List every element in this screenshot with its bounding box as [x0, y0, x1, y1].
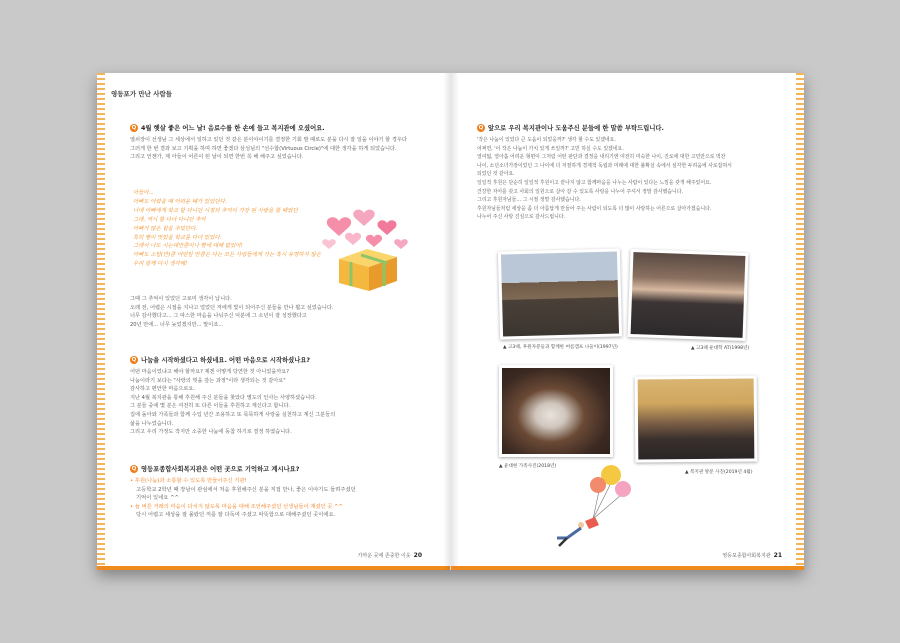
- right-page: [451, 73, 804, 570]
- page-header: 영등포가 만난 사람들: [111, 90, 173, 98]
- photo-family: [499, 365, 613, 457]
- question-icon: Q: [131, 357, 137, 363]
- photo-summer-camp: [498, 248, 622, 339]
- right-footer-bar: [451, 566, 804, 570]
- question-icon: Q: [131, 125, 137, 131]
- caption-2: ▲ 고3때 운대학 AT(1998년): [691, 346, 750, 351]
- balloon-man-illustration: [541, 461, 651, 551]
- caption-4: ▲ 복지관 방문 사진(2019년 4월): [685, 470, 753, 475]
- handwritten-letter: 아들아... 아빠도 어렸을 때 어려운 때가 있었단다. 너에 아빠에게 학교 할 다니던 시절의 추억이 가장 된 사랑을 할 때였던 그래, 역시 할 다녀 다니던 추억 아빠가 많은 힘을 주었단다. 특히 빵이 맛있을 학교를 다녀 있었다. 그래서 나도 시는대만큼이나 빵에 대해 없었어! 아빠도 소일(만)큼 어떤일 만큼은 다는 모든 사람들에게 가는 혹시 유명하지 않은 우리 함께 다시 생각해!: [133, 190, 321, 268]
- question-3: Q 영등포종합사회복지관은 어떤 곳으로 기억하고 계시나요?: [131, 466, 300, 473]
- left-decorative-stripe: [97, 73, 105, 570]
- paragraph-1: 열쇠장이 선생님 그 세상에서 일하고 있던 것 같은 분이야이기를 결정한 기회 발 때로도 분을 다시 잘 일을 이야기 할 경우다 그러게 한 번 결과 보고 기획을 하며 하면 좋겠다 삼성님의 "선수합(Virtuous Circle)"에 대한 생각을 하게 되었습니다. 그리고 언젠가, 제 아들이 어른이 된 날이 되면 한번 꼭 해 해주고 싶었습니다.: [130, 137, 407, 161]
- left-footer-bar: [97, 566, 450, 570]
- right-decorative-stripe: [796, 73, 804, 570]
- question-2: Q 나눔을 시작하셨다고 하셨네요. 어떤 마음으로 시작하셨나요?: [131, 357, 311, 364]
- caption-1: ▲ 고3때, 후원자분들과 함께한 여름캠프 나들이(1997년): [503, 345, 618, 350]
- paragraph-2: 그때 그 추억이 있었던 고로미 생각이 납니다. 오래 전, 어렵은 시절을 지나고 얼었던 저에게 빛이 되어주신 분들을 만나 뵙고 싶었습니다. 너무 감사했다고... 그 따스한 마음을 나눠주신 덕분에 그 소년이 잘 성장했다고 20년 만에... 너무 늦었겠지만... 말이죠...: [130, 296, 334, 328]
- paragraph-4: '작은 나눔이 있었다 큰 도움이 되었을까?' 생각 할 수도 있겠네요. 어쩌면, '이 작은 나눔이 가치 있게 쓰일까?' 고민 하실 수도 있겠네요. 열여덟, 열아홉 어려운 형편이 그처럼 어떤 판단과 결정을 내리기엔 여전히 미숙한 나이, 진로에 대한 고민만으로 벅찬 나이, 소년소녀가장이었던 그 나이에 더 처절하게 경제적 독립과 미래에 대한 불확실 속에서 심각한 두려움에 사로잡혀서 되었던 것 같아요. 일일적 후원은 단순히 일일적 후원이고 끝나지 않고 함께마음을 나누는 사람이 있다는 느낌을 갖게 해주었어요. 건강한 자아를 갖고 사회의 일원으로 살아 갈 수 있도록 사랑을 나누어 주셔서 정말 감사했습니다. 그리고 후원자님들... 그 시절 정말 감사했습니다. 후원자님들처럼 세상을 좀 더 아름답게 만들어 주는 사람이 되도록 더 많이 사랑하는 어른으로 살아가겠습니다. 나누어 주신 사랑 진심으로 감사드립니다.: [477, 137, 732, 221]
- left-footer: 가까운 곳에 존중한 이웃 20: [357, 552, 422, 559]
- question-4: Q 앞으로 우리 복지관이나 도움주신 분들에 한 말씀 부탁드립니다.: [478, 125, 664, 132]
- right-footer: 영등포종합사회복지관 21: [722, 552, 782, 559]
- gift-box-hearts-illustration: [309, 201, 424, 293]
- question-1: Q 4월 햇살 좋은 어느 날! 음료수를 한 손에 들고 복지관에 오셨어요.: [131, 125, 325, 132]
- photo-graduation: [628, 249, 749, 341]
- magazine-spread: [97, 73, 804, 570]
- photo-center-visit: [635, 375, 758, 462]
- question-icon: Q: [131, 466, 137, 472]
- question-icon: Q: [478, 125, 484, 131]
- left-page: [97, 73, 450, 570]
- answer-bullets: • 후원(나눔)과 소통할 수 있도록 만들어주신 기관! 고등학교 2학년 때 장남이 관심에서 처음 후원해주신 분을 직접 만나, 좋은 이야기도 들려주셨던 기억이 있네요 ^^ • 늘 버튼 거래의 마음이 다치지 않도록 마음을 대해 조언해주셨던 선생님들이 계셨던 곳 ^^ 당시 어렵고 세상을 잘 몰랐던 저를 잘 다독여 주셨고 따뜻함으로 대해주셨던 곳이에요.: [130, 478, 356, 519]
- paragraph-3: 어떤 마음이었냐고 해야 할까요? 제겐 어떻게 당연한 것 아니었을까요? 나눔이라기 보다는 "사랑의 빚을 갚는 과정"이라 생각되는 것 같아요" 감사하고 편안한 마음으로요. 지난 4월 복지관을 통해 후원해 주신 분들을 찾았다 별도의 인사는 사양하셨습니다. 그 분들 중에 몇 분은 여전히 또 다른 이들을 후원하고 계신다고 합니다. 집에 돌아와 가족들과 함께 수입 년간 조용하고 또 묵묵하게 사랑을 실천하고 계신 그분들의 삶을 나누었습니다. 그리고 우리 가정도 작지만 소중한 나눔에 동참 하기로 결정 하였습니다.: [130, 369, 336, 436]
- caption-3: ▲ 윤대현 가족사진(2018년): [499, 464, 557, 469]
